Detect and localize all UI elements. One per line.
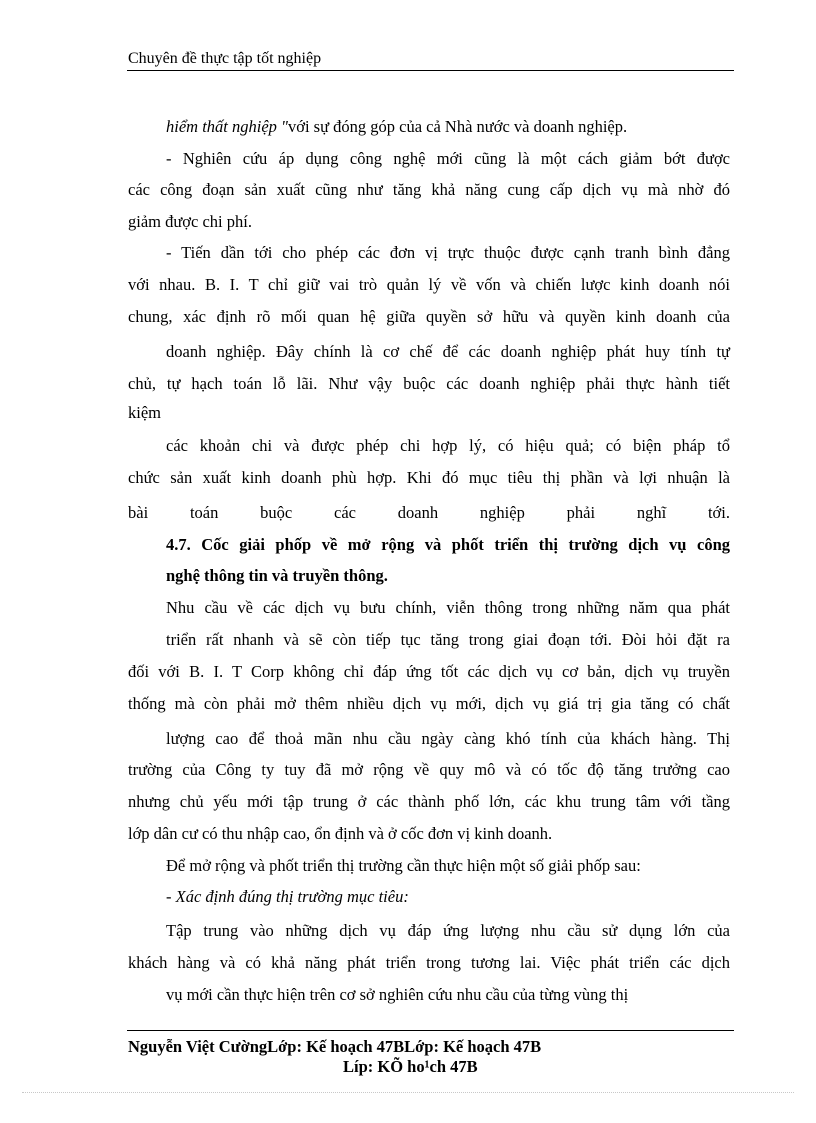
text-line: trường của Công ty tuy đã mở rộng về quy mô và có tốc độ tăng trưởng cao [128, 760, 730, 779]
text-line: Để mở rộng và phốt triển thị trường cần thực hiện một số giải phốp sau: [166, 856, 641, 875]
text-line: khách hàng và có khả năng phát triển trong tương lai. Việc phát triển các dịch [128, 953, 730, 972]
page-edge [22, 1092, 794, 1093]
footer-class-line: Líp: KÕ ho¹ch 47B [343, 1057, 478, 1076]
text-line: với nhau. B. I. T chỉ giữ vai trò quản lý về vốn và chiến lược kinh doanh nói [128, 275, 730, 294]
text-line: triển rất nhanh và sẽ còn tiếp tục tăng trong giai đoạn tới. Đòi hỏi đặt ra [166, 630, 730, 649]
text-line: giảm được chi phí. [128, 212, 252, 231]
text-span: với sự đóng góp của cả Nhà nước và doanh nghiệp. [287, 117, 628, 136]
italic-subheading: - Xác định đúng thị trường mục tiêu: [166, 887, 409, 906]
footer-author-line: Nguyễn Việt CườngLớp: Kế hoạch 47BLớp: Kế hoạch 47B [128, 1037, 542, 1056]
italic-text: hiểm thất nghiệp " [166, 117, 288, 136]
text-line: các công đoạn sản xuất cũng như tăng khả năng cung cấp dịch vụ mà nhờ đó [128, 180, 730, 199]
text-line: bài toán buộc các doanh nghiệp phải nghĩ tới. [128, 503, 730, 522]
text-line: nhưng chủ yếu mới tập trung ở các thành phố lớn, các khu trung tâm với tầng [128, 792, 730, 811]
text-line: chức sản xuất kinh doanh phù hợp. Khi đó mục tiêu thị phần và lợi nhuận là [128, 468, 730, 487]
text-line: - Nghiên cứu áp dụng công nghệ mới cũng là một cách giảm bớt được [166, 149, 730, 168]
text-line: Nhu cầu về các dịch vụ bưu chính, viễn thông trong những năm qua phát [166, 598, 730, 617]
text-line: các khoản chi và được phép chi hợp lý, có hiệu quả; có biện pháp tổ [166, 436, 730, 455]
header-rule [127, 70, 734, 71]
text-line: doanh nghiệp. Đây chính là cơ chế để các doanh nghiệp phát huy tính tự [166, 342, 730, 361]
text-line: đối với B. I. T Corp không chỉ đáp ứng tốt các dịch vụ cơ bản, dịch vụ truyền [128, 662, 730, 681]
text-line: kiệm [128, 403, 161, 422]
footer-rule [127, 1030, 734, 1031]
text-line: - Tiến dần tới cho phép các đơn vị trực thuộc được cạnh tranh bình đẳng [166, 243, 730, 262]
text-line [166, 117, 730, 137]
text-line: thống mà còn phải mở thêm nhiều dịch vụ mới, dịch vụ giá trị gia tăng có chất [128, 694, 730, 713]
text-line: chung, xác định rõ mối quan hệ giữa quyền sở hữu và quyền kinh doanh của [128, 307, 730, 326]
text-line: vụ mới cần thực hiện trên cơ sở nghiên cứu nhu cầu của từng vùng thị [166, 985, 629, 1004]
text-line: chủ, tự hạch toán lỗ lãi. Như vậy buộc các doanh nghiệp phải thực hành tiết [128, 374, 730, 393]
text-line: lượng cao để thoả mãn nhu cầu ngày càng khó tính của khách hàng. Thị [166, 729, 730, 748]
section-heading: nghệ thông tin và truyền thông. [166, 566, 388, 585]
text-line: Tập trung vào những dịch vụ đáp ứng lượng nhu cầu sử dụng lớn của [166, 921, 730, 940]
text-line: lớp dân cư có thu nhập cao, ổn định và ở cốc đơn vị kinh doanh. [128, 824, 553, 843]
page-header-title: Chuyên đề thực tập tốt nghiệp [128, 50, 322, 67]
section-heading: 4.7. Cốc giải phốp về mở rộng và phốt triển thị trường dịch vụ công [166, 535, 730, 554]
